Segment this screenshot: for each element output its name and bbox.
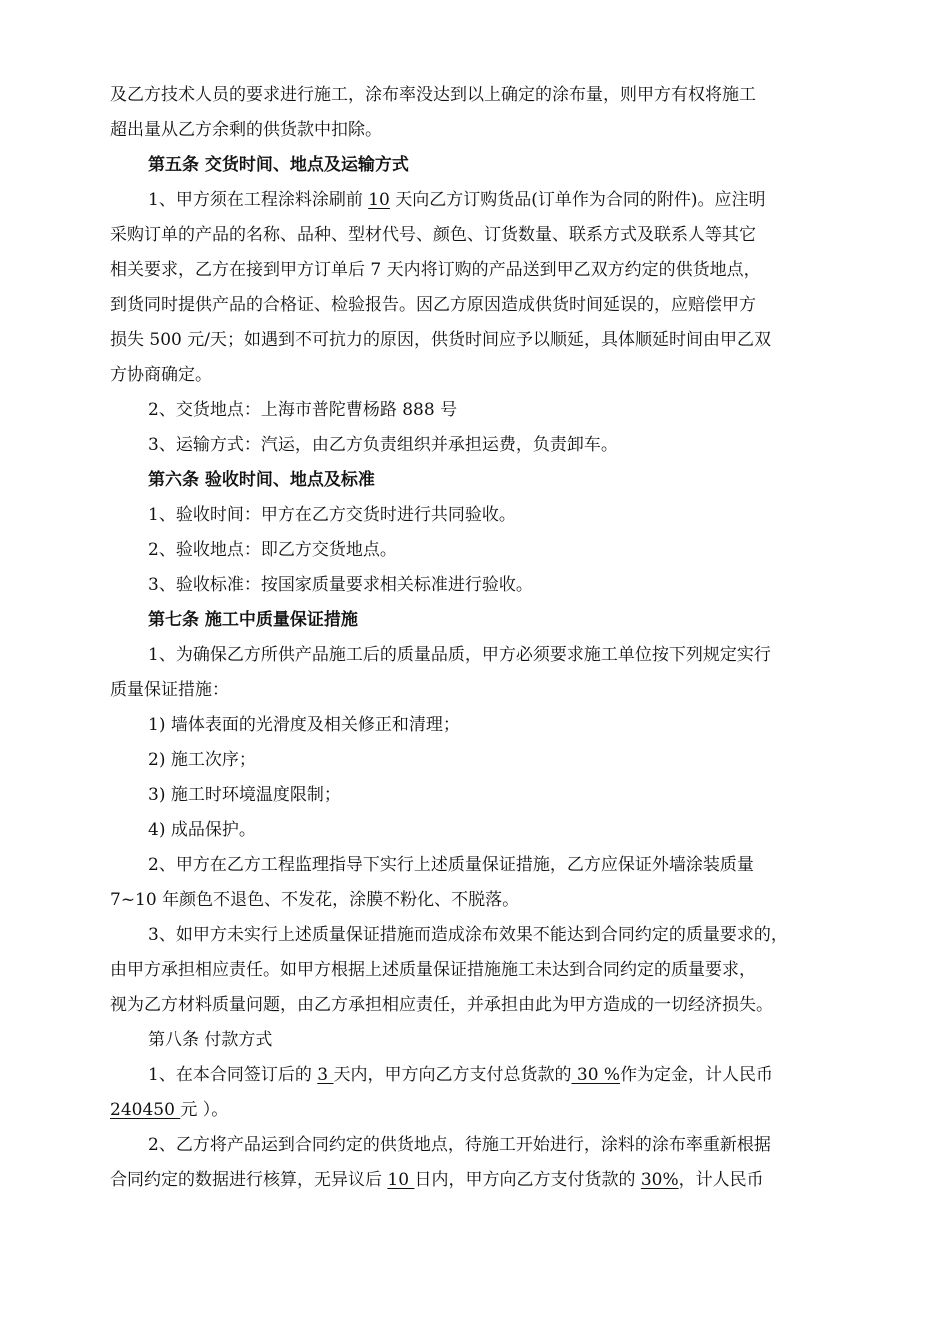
paragraph-line <box>110 1163 855 1198</box>
list-item: 1) 墙体表面的光滑度及相关修正和清理； <box>148 715 460 735</box>
paragraph-line: 2、甲方在乙方工程监理指导下实行上述质量保证措施，乙方应保证外墙涂装质量 <box>148 855 754 875</box>
list-item: 3) 施工时环境温度限制； <box>148 785 341 805</box>
underlined-value: 3 <box>317 1065 334 1085</box>
text-run: 合同约定的数据进行核算，无异议后 <box>110 1170 388 1190</box>
text-run: 1、甲方须在工程涂料涂刷前 <box>148 190 369 210</box>
section-heading-8: 第八条 付款方式 <box>148 1030 273 1050</box>
paragraph-line: 7~10 年颜色不退色、不发花，涂膜不粉化、不脱落。 <box>110 890 520 910</box>
text-run: 天内，甲方向乙方支付总货款的 <box>333 1065 572 1085</box>
list-item: 4) 成品保护。 <box>148 820 256 840</box>
paragraph-line <box>110 1093 855 1128</box>
underlined-value: 30 % <box>571 1065 621 1085</box>
underlined-value: 10 <box>387 1170 415 1190</box>
paragraph-line: 采购订单的产品的名称、品种、型材代号、颜色、订货数量、联系方式及联系人等其它 <box>110 225 756 245</box>
paragraph-line: 1、为确保乙方所供产品施工后的质量品质，甲方必须要求施工单位按下列规定实行 <box>148 645 771 665</box>
text-run: 日内，甲方向乙方支付货款的 <box>414 1170 641 1190</box>
contract-body <box>110 78 855 1198</box>
paragraph-line <box>110 1058 855 1093</box>
paragraph-line: 方协商确定。 <box>110 365 212 385</box>
text-run: 1、在本合同签订后的 <box>148 1065 318 1085</box>
paragraph-line: 2、交货地点：上海市普陀曹杨路 888 号 <box>148 400 458 420</box>
paragraph-line: 及乙方技术人员的要求进行施工，涂布率没达到以上确定的涂布量，则甲方有权将施工 <box>110 85 756 105</box>
paragraph-line: 视为乙方材料质量问题，由乙方承担相应责任，并承担由此为甲方造成的一切经济损失。 <box>110 995 773 1015</box>
paragraph-line: 3、如甲方未实行上述质量保证措施而造成涂布效果不能达到合同约定的质量要求的， <box>148 925 788 945</box>
underlined-value: 30% <box>640 1170 679 1190</box>
section-heading-5: 第五条 交货时间、地点及运输方式 <box>148 155 409 175</box>
paragraph-line: 由甲方承担相应责任。如甲方根据上述质量保证措施施工未达到合同约定的质量要求， <box>110 960 756 980</box>
text-run: ，计人民币 <box>678 1170 764 1190</box>
paragraph-line: 超出量从乙方余剩的供货款中扣除。 <box>110 120 382 140</box>
paragraph-line: 3、验收标准：按国家质量要求相关标准进行验收。 <box>148 575 533 595</box>
paragraph-line: 2、乙方将产品运到合同约定的供货地点，待施工开始进行，涂料的涂布率重新根据 <box>148 1135 771 1155</box>
underlined-value: 10 <box>368 190 390 210</box>
paragraph-line: 2、验收地点：即乙方交货地点。 <box>148 540 397 560</box>
text-run: 天向乙方订购货品(订单作为合同的附件)。应注明 <box>389 190 766 210</box>
list-item: 2) 施工次序； <box>148 750 256 770</box>
paragraph-line: 1、验收时间：甲方在乙方交货时进行共同验收。 <box>148 505 516 525</box>
paragraph-line <box>110 183 855 218</box>
section-heading-7: 第七条 施工中质量保证措施 <box>148 610 358 630</box>
text-run: 元 ）。 <box>180 1100 229 1120</box>
paragraph-line: 3、运输方式：汽运，由乙方负责组织并承担运费，负责卸车。 <box>148 435 618 455</box>
section-heading-6: 第六条 验收时间、地点及标准 <box>148 470 375 490</box>
paragraph-line: 质量保证措施： <box>110 680 229 700</box>
text-run: 作为定金，计人民币 <box>620 1065 774 1085</box>
underlined-value: 240450 <box>110 1100 181 1120</box>
paragraph-line: 相关要求，乙方在接到甲方订单后 7 天内将订购的产品送到甲乙双方约定的供货地点， <box>110 260 761 280</box>
paragraph-line: 损失 500 元/天；如遇到不可抗力的原因，供货时间应予以顺延，具体顺延时间由甲乙双 <box>110 330 771 350</box>
paragraph-line: 到货同时提供产品的合格证、检验报告。因乙方原因造成供货时间延误的，应赔偿甲方 <box>110 295 756 315</box>
